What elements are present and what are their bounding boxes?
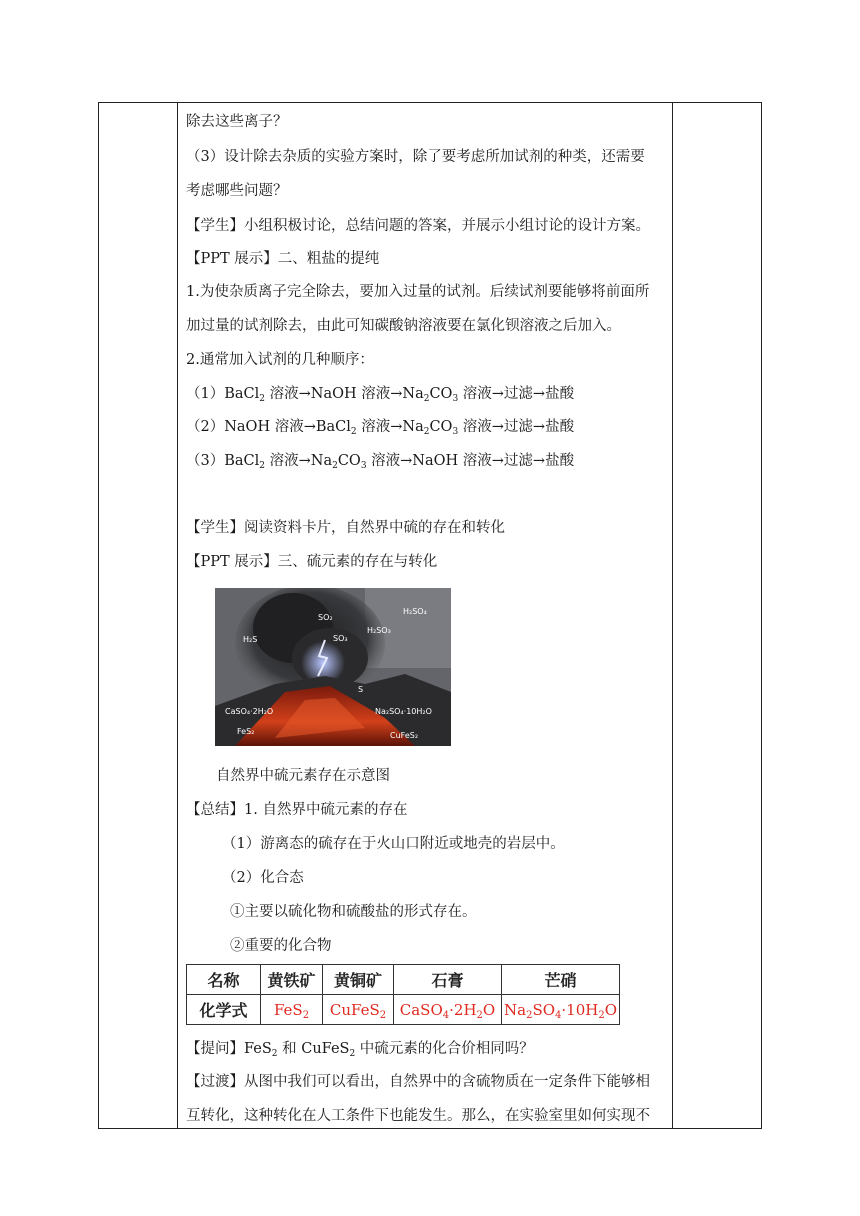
- summary-item: （1）游离态的硫存在于火山口附近或地壳的岩层中。: [222, 836, 565, 852]
- label-na2so4: Na₂SO₄·10H₂O: [375, 707, 432, 716]
- text-line: 考虑哪些问题？: [186, 183, 288, 199]
- text-line: 1.为使杂质离子完全除去，要加入过量的试剂。后续试剂要能够将前面所: [186, 284, 650, 300]
- summary-item: ①主要以硫化物和硫酸盐的形式存在。: [230, 904, 477, 920]
- label-fes2: FeS₂: [237, 727, 255, 736]
- reagent-order-1: （1）BaCl$_2$ 溶液→NaOH 溶液$\to Na_2CO_3$ 溶液→过滤→盐酸: [186, 386, 575, 404]
- student-discussion: 【学生】小组积极讨论，总结问题的答案，并展示小组讨论的设计方案。: [186, 218, 650, 234]
- table-header-cell: 黄铁矿: [261, 965, 323, 995]
- reagent-order-3: （3）BaCl$_2$ 溶液$\to Na_2CO_3$ 溶液→NaOH 溶液→过滤→盐酸: [186, 453, 575, 471]
- formula-cell: $CaSO_4\cdot 2H_2O$: [394, 995, 502, 1025]
- label-s: S: [358, 685, 364, 694]
- formula-cell: FeS$_2$: [261, 995, 323, 1025]
- formula-cell: $Na_2SO_4\cdot 10H_2O$: [502, 995, 620, 1025]
- image-caption: 自然界中硫元素存在示意图: [216, 768, 390, 784]
- table-row: [187, 995, 620, 1025]
- table-header-cell: 名称: [187, 965, 261, 995]
- transition-line: 【过渡】从图中我们可以看出，自然界中的含硫物质在一定条件下能够相: [186, 1074, 650, 1090]
- formula-cell: CuFeS$_2$: [323, 995, 394, 1025]
- student-reading: 【学生】阅读资料卡片，自然界中硫的存在和转化: [186, 520, 505, 536]
- text-line: 加过量的试剂除去，由此可知碳酸钠溶液要在氯化钡溶液之后加入。: [186, 318, 621, 334]
- table-row-label: 化学式: [187, 995, 261, 1025]
- label-so2: SO₂: [318, 613, 333, 622]
- summary-item: ②重要的化合物: [230, 938, 332, 954]
- table-row: [187, 965, 620, 995]
- label-h2s: H₂S: [243, 635, 258, 644]
- ppt-heading-2: 【PPT 展示】二、粗盐的提纯: [186, 251, 380, 267]
- volcano-sulfur-image: [215, 588, 451, 746]
- label-h2so4: H₂SO₄: [403, 607, 427, 616]
- table-header-cell: 石膏: [394, 965, 502, 995]
- label-so3: SO₃: [333, 634, 348, 643]
- table-header-cell: 黄铜矿: [323, 965, 394, 995]
- summary-item: （2）化合态: [222, 870, 304, 886]
- ppt-heading-3: 【PPT 展示】三、硫元素的存在与转化: [186, 554, 438, 570]
- summary-heading: 【总结】1. 自然界中硫元素的存在: [186, 802, 408, 818]
- transition-line: 互转化，这种转化在人工条件下也能发生。那么，在实验室里如何实现不: [186, 1108, 650, 1124]
- text-line: 除去这些离子？: [186, 114, 288, 130]
- label-cufes2: CuFeS₂: [390, 731, 419, 740]
- table-header-cell: 芒硝: [502, 965, 620, 995]
- text-line: 2.通常加入试剂的几种顺序：: [186, 352, 374, 368]
- label-caso4: CaSO₄·2H₂O: [225, 707, 274, 716]
- column-divider-left: [177, 103, 178, 1128]
- column-divider-right: [672, 103, 673, 1128]
- mineral-table: [186, 964, 620, 1025]
- text-line: （3）设计除去杂质的实验方案时，除了要考虑所加试剂的种类，还需要: [186, 149, 645, 165]
- label-h2so3: H₂SO₃: [367, 626, 391, 635]
- question-line: 【提问】FeS$_2$ 和 CuFeS$_2$ 中硫元素的化合价相同吗？: [186, 1041, 534, 1059]
- reagent-order-2: （2）NaOH 溶液→BaCl$_2$ 溶液$\to Na_2CO_3$ 溶液→过滤→盐酸: [186, 419, 575, 437]
